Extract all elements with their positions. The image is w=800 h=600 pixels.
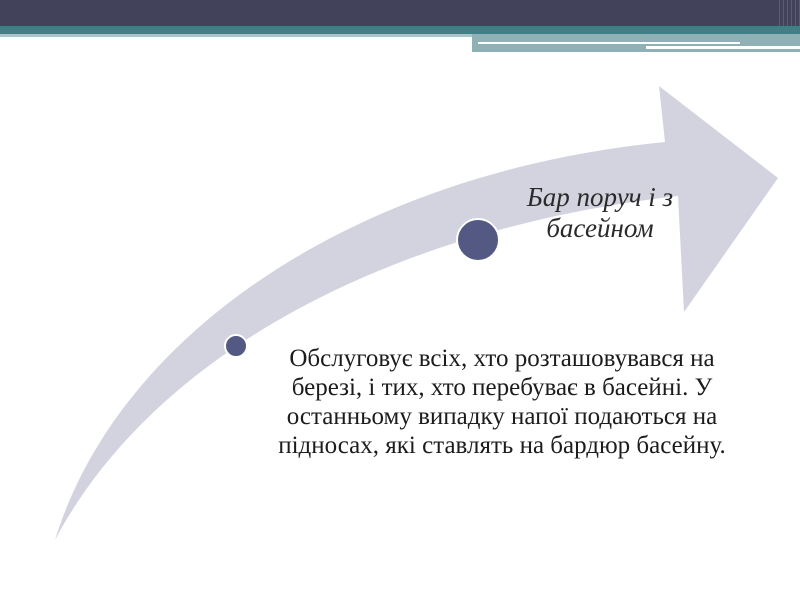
- curved-arrow-shape: [55, 86, 778, 540]
- step-label-2: Обслуговує всіх, хто розташовувався на березі, і тих, хто перебуває в басейні. У останньому випадку напої подаються на підносах, які ставлять на бардюр басейну.: [278, 345, 726, 459]
- step-marker-2: [225, 335, 247, 357]
- step-label-1: Бар поруч і з басейном: [526, 182, 674, 243]
